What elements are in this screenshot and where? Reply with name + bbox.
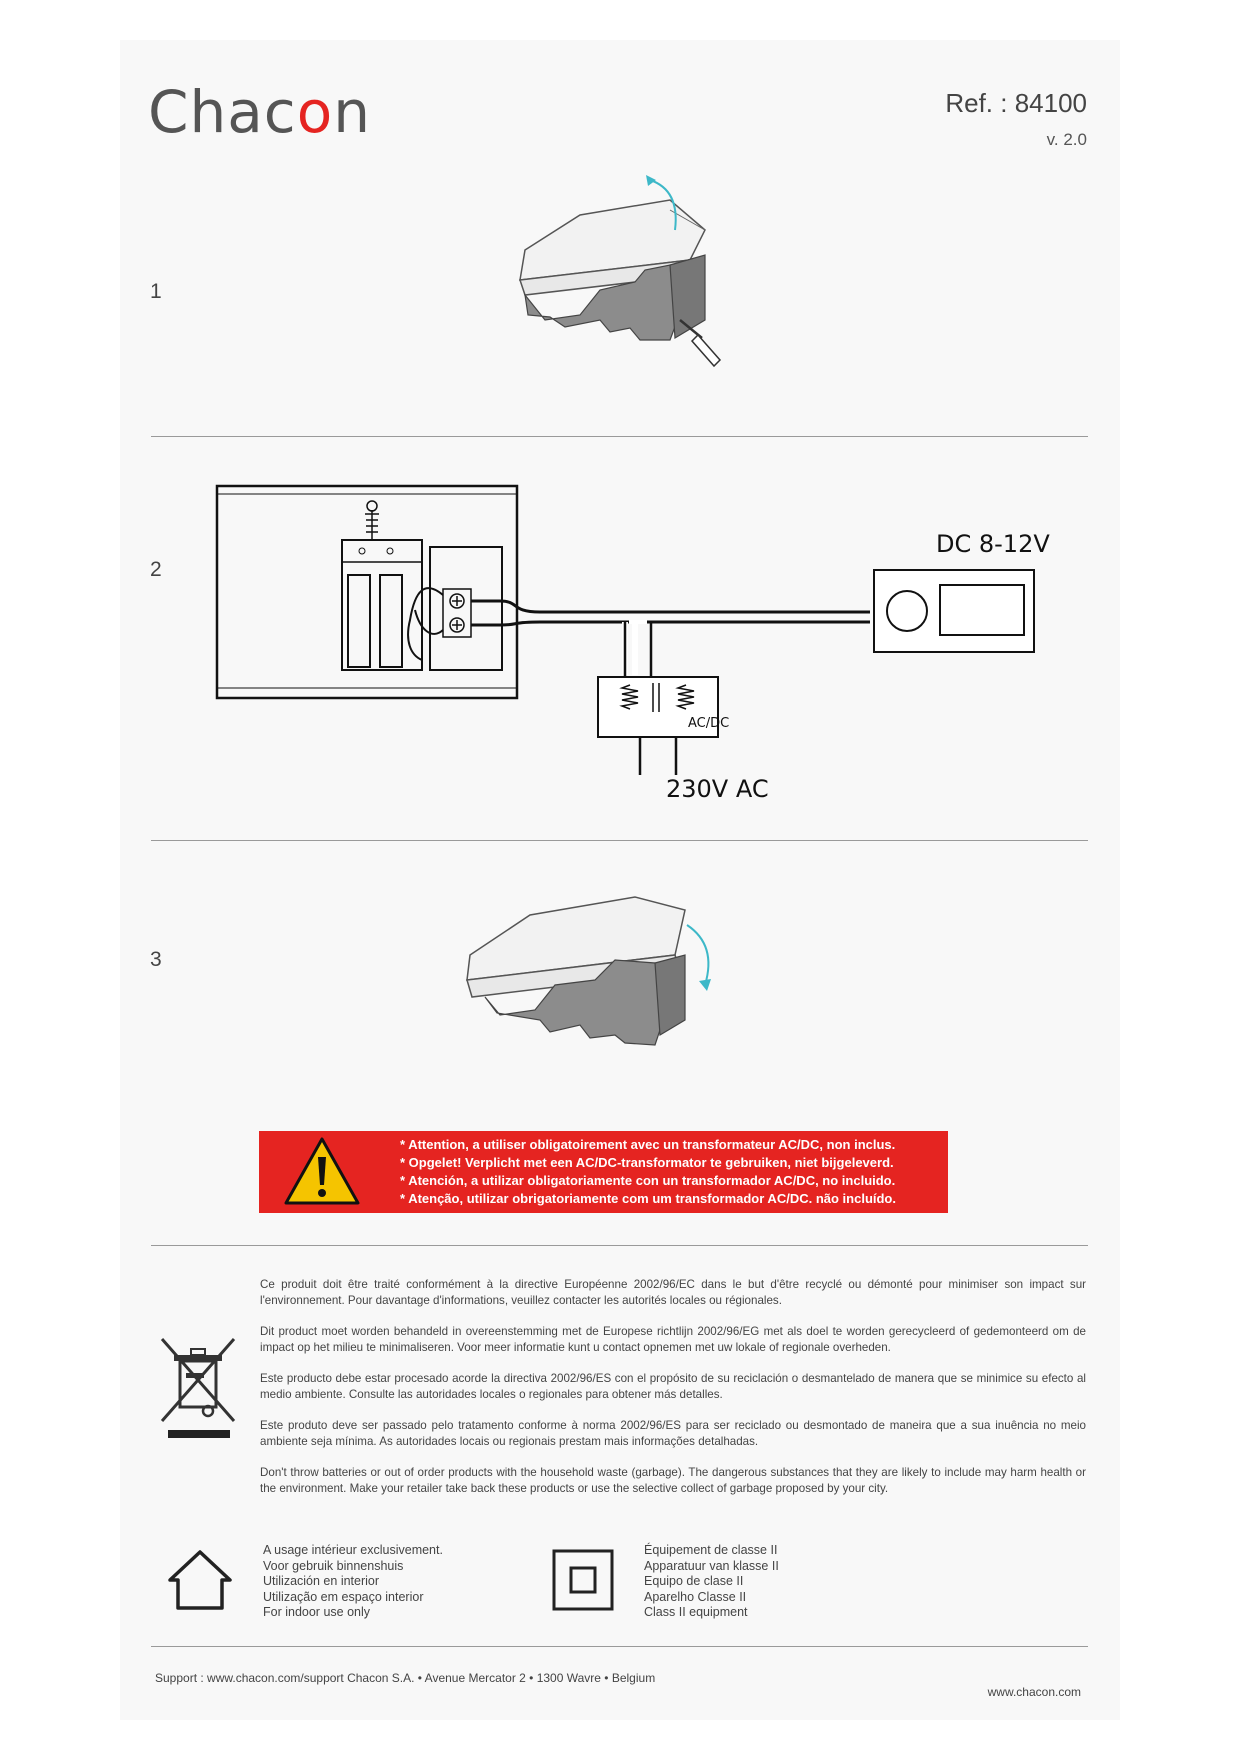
indoor-line-es: Utilización en interior xyxy=(263,1574,380,1588)
warning-line-fr: * Attention, a utiliser obligatoirement avec un transformateur AC/DC, non inclus. xyxy=(400,1137,896,1152)
wiring-diagram xyxy=(210,480,1060,810)
chacon-logo xyxy=(148,78,371,146)
transformer-label: AC/DC xyxy=(688,716,730,731)
footer-support: Support : www.chacon.com/support Chacon S.A. • Avenue Mercator 2 • 1300 Wavre • Belgium xyxy=(155,1671,656,1685)
document-version: v. 2.0 xyxy=(1046,130,1087,149)
indoor-use-text xyxy=(263,1543,443,1621)
product-reference: Ref. : 84100 xyxy=(945,88,1087,118)
logo-suffix: n xyxy=(333,78,371,146)
class-ii-line-pt: Aparelho Classe II xyxy=(644,1589,747,1604)
section-divider-2 xyxy=(151,840,1088,841)
ac-voltage-label: 230V AC xyxy=(666,775,769,803)
class-ii-line-fr: Équipement de classe II xyxy=(644,1543,778,1557)
step-3-number: 3 xyxy=(150,948,162,971)
house-icon xyxy=(166,1548,234,1612)
weee-paragraph-en: Don't throw batteries or out of order products with the household waste (garbage). The dangerous substances that they are likely to include may harm health or the environment. Make your retailer take back these products or use the selective collect of garbage proposed by your city. xyxy=(260,1466,1086,1495)
step-3-illustration xyxy=(455,885,725,1055)
warning-line-es: * Atención, a utilizar obligatoriamente con un transformador AC/DC, no incluido. xyxy=(400,1173,896,1188)
warning-text xyxy=(400,1136,940,1208)
weee-paragraph-pt: Este produto deve ser passado pelo tratamento conforme à norma 2002/96/ES para ser reciclado ou desmontado de maneira que a sua inuência no meio ambiente seja mínima. As autoridades locais ou regionais prestam mais informações detalhadas. xyxy=(260,1419,1086,1448)
logo-power-o: o xyxy=(296,78,334,146)
section-divider-4 xyxy=(151,1646,1088,1647)
section-divider-3 xyxy=(151,1245,1088,1246)
weee-disposal-text xyxy=(260,1277,1086,1512)
weee-paragraph-es: Este producto debe estar procesado acorde la directiva 2002/96/ES con el propósito de su reciclación o desmantelado de manera que se minimice su efecto al medio ambiente. Consulte las autoridades locales o regionales para obtener más detalles. xyxy=(260,1372,1086,1401)
class-ii-line-es: Equipo de clase II xyxy=(644,1574,744,1588)
step-1-illustration xyxy=(470,170,730,390)
weee-bin-icon xyxy=(158,1335,238,1440)
warning-line-pt: * Atenção, utilizar obrigatoriamente com um transformador AC/DC. não incluído. xyxy=(400,1191,896,1206)
indoor-line-fr: A usage intérieur exclusivement. xyxy=(263,1543,443,1557)
footer-website: www.chacon.com xyxy=(987,1685,1081,1699)
step-2-number: 2 xyxy=(150,558,162,581)
logo-prefix: Chac xyxy=(148,78,297,146)
class-ii-text xyxy=(644,1543,779,1621)
class-ii-line-nl: Apparatuur van klasse II xyxy=(644,1558,779,1573)
class-ii-line-en: Class II equipment xyxy=(644,1605,748,1619)
indoor-line-nl: Voor gebruik binnenshuis xyxy=(263,1558,404,1573)
dc-voltage-label: DC 8-12V xyxy=(936,530,1050,558)
weee-paragraph-nl: Dit product moet worden behandeld in overeenstemming met de Europese richtlijn 2002/96/EG met als doel te worden gerecycleerd of gedemonteerd om de impact op het milieu te minimaliseren. Voor meer informatie kunt u contact opnemen met uw lokale of regionale overheden. xyxy=(260,1325,1086,1354)
class-ii-icon xyxy=(552,1549,614,1611)
step-1-number: 1 xyxy=(150,280,162,303)
warning-line-nl: * Opgelet! Verplicht met een AC/DC-transformator te gebruiken, niet bijgeleverd. xyxy=(400,1155,894,1170)
indoor-line-pt: Utilização em espaço interior xyxy=(263,1589,424,1604)
weee-paragraph-fr: Ce produit doit être traité conformément à la directive Européenne 2002/96/EC dans le but d'être recyclé ou démonté pour minimiser son impact sur l'environnement. Pour davantage d'informations, veuillez contacter les autorités locales ou régionales. xyxy=(260,1278,1086,1307)
warning-triangle-icon xyxy=(283,1135,361,1207)
section-divider-1 xyxy=(151,436,1088,437)
indoor-line-en: For indoor use only xyxy=(263,1605,371,1619)
